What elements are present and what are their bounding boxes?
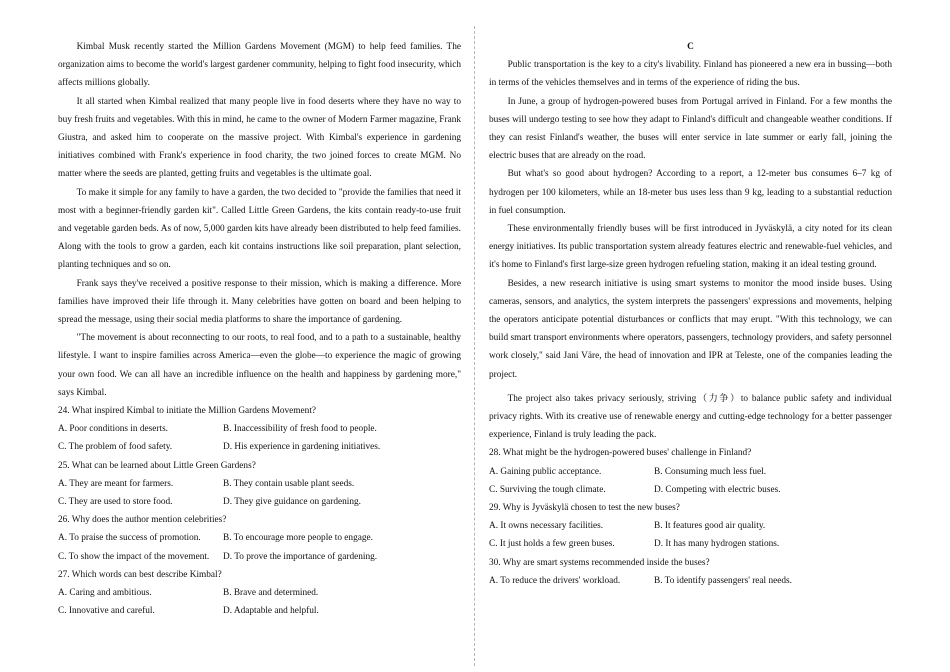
option-d: D. To prove the importance of gardening. xyxy=(223,551,378,562)
option-row xyxy=(58,420,461,438)
option-d: D. Adaptable and helpful. xyxy=(223,606,319,617)
question-30 xyxy=(489,554,892,590)
option-a: A. To reduce the drivers' workload. xyxy=(489,575,621,586)
passage-paragraph: To make it simple for any family to have a garden, the two decided to "provide the families that need it most with a beginner-friendly garden kit". Called Little Green Gardens, the kits contain ready-to-use fruit and vegetable garden beds. As of now, 5,000 garden kits have already been distributed to help feed families. Along with the tools to grow a garden, each kit contains instructions like soil preparation, plant selection, planting techniques and so on. xyxy=(58,187,461,271)
option-c: C. To show the impact of the movement. xyxy=(58,551,210,562)
passage-paragraph: These environmentally friendly buses will be first introduced in Jyväskylä, a city noted for its clean energy initiatives. Its public transportation system already features electric and renewable-fuel vehicles, and it's home to Finland's first large-size green hydrogen refueling station, making it an ideal testing ground. xyxy=(489,224,892,271)
option-row xyxy=(489,535,892,553)
section-heading: C xyxy=(687,42,694,52)
question-25 xyxy=(58,457,461,512)
option-b: B. To encourage more people to engage. xyxy=(223,533,373,544)
passage-paragraph: But what's so good about hydrogen? According to a report, a 12-meter bus consumes 6–7 kg of hydrogen per 100 kilometers, while an 18-meter bus uses less than 9 kg, leading to a substantial reduction in fuel consumption. xyxy=(489,169,892,216)
option-a: A. To praise the success of promotion. xyxy=(58,533,201,544)
option-a: A. Caring and ambitious. xyxy=(58,588,152,599)
option-c: C. It just holds a few green buses. xyxy=(489,539,615,550)
passage-paragraph: Frank says they've received a positive response to their mission, which is making a difference. More families have improved their life through it. Many celebrities have gotten on board and been helping to spread the message, using their social media platforms to share the importance of gardening. xyxy=(58,278,461,326)
option-row xyxy=(58,475,461,493)
option-b: B. To identify passengers' real needs. xyxy=(654,575,792,586)
option-a: A. Gaining public acceptance. xyxy=(489,466,602,477)
left-column xyxy=(58,38,461,621)
question-26 xyxy=(58,511,461,566)
right-column xyxy=(489,38,892,590)
question-29 xyxy=(489,499,892,554)
passage-paragraph: "The movement is about reconnecting to our roots, to real food, and to a path to a sustainable, healthy lifestyle. I want to inspire families across America—even the globe—to experience the magic of growing your own food. We can all have an incredible influence on the health and happiness by gardening more," says Kimbal. xyxy=(58,333,461,398)
question-stem: 30. Why are smart systems recommended inside the buses? xyxy=(489,557,710,568)
passage-paragraph: The project also takes privacy seriously, striving（力争）to balance public safety and individual privacy rights. With its creative use of renewable energy and cutting-edge technology for a better passenger experience, Finland is truly leading the pack. xyxy=(489,393,892,441)
option-row xyxy=(58,493,461,511)
option-b: B. Brave and determined. xyxy=(223,588,319,599)
passage-paragraph: In June, a group of hydrogen-powered buses from Portugal arrived in Finland. For a few months the buses will undergo testing to see how they adapt to Finland's difficult and changeable weather conditions. If they can resist Finland's weather, the buses will enter service in late summer or early fall, joining the electric buses that are already on the road. xyxy=(489,96,892,162)
option-row xyxy=(489,517,892,535)
question-27 xyxy=(58,566,461,621)
option-row xyxy=(58,602,461,620)
option-row xyxy=(489,481,892,499)
option-c: C. The problem of food safety. xyxy=(58,442,173,453)
option-a: A. They are meant for farmers. xyxy=(58,478,174,489)
option-d: D. They give guidance on gardening. xyxy=(223,497,361,508)
option-row xyxy=(489,572,892,590)
option-row xyxy=(58,584,461,602)
option-d: D. Competing with electric buses. xyxy=(654,484,781,495)
question-stem: 28. What might be the hydrogen-powered buses' challenge in Finland? xyxy=(489,448,752,459)
question-stem: 25. What can be learned about Little Green Gardens? xyxy=(58,460,256,471)
option-c: C. Innovative and careful. xyxy=(58,606,155,617)
option-d: D. His experience in gardening initiatives. xyxy=(223,442,381,453)
option-b: B. It features good air quality. xyxy=(654,521,766,532)
option-a: A. Poor conditions in deserts. xyxy=(58,424,169,435)
option-b: B. They contain usable plant seeds. xyxy=(223,478,355,489)
option-c: C. Surviving the tough climate. xyxy=(489,484,606,495)
passage-paragraph: Public transportation is the key to a city's livability. Finland has pioneered a new era in bussing—both in terms of the vehicles themselves and in terms of the experience of riding the bus. xyxy=(489,60,892,89)
question-stem: 24. What inspired Kimbal to initiate the Million Gardens Movement? xyxy=(58,406,317,417)
column-divider xyxy=(474,26,475,666)
question-stem: 27. Which words can best describe Kimbal? xyxy=(58,569,222,580)
question-24 xyxy=(58,402,461,457)
option-row xyxy=(489,463,892,481)
option-b: B. Inaccessibility of fresh food to people. xyxy=(223,424,377,435)
option-c: C. They are used to store food. xyxy=(58,497,173,508)
option-row xyxy=(58,548,461,566)
passage-paragraph: It all started when Kimbal realized that many people live in food deserts where they have no way to buy fresh fruits and vegetables. With this in mind, he came to the owner of Modern Farmer magazine, Frank Giustra, and asked him to cooperate on the massive project. With Kimbal's experience in gardening initiatives combined with Frank's experience in food charity, the two joined forces to create MGM. No matter where the seeds are planted, getting fruits and vegetables is the ultimate goal. xyxy=(58,96,461,180)
option-row xyxy=(58,529,461,547)
question-stem: 26. Why does the author mention celebrities? xyxy=(58,515,227,526)
passage-paragraph: Besides, a new research initiative is using smart systems to monitor the mood inside buses. Using cameras, sensors, and analytics, the system interprets the passengers' expressions and movements, helping the operators anticipate potential disturbances or conflicts that may erupt. "With this technology, we can build smart transport environments where operators, passengers, technology providers, and safety personnel work closely," said Jani Väre, the head of innovation and IPR at Teleste, one of the companies leading the project. xyxy=(489,278,892,380)
question-28 xyxy=(489,444,892,499)
option-d: D. It has many hydrogen stations. xyxy=(654,539,780,550)
passage-paragraph: Kimbal Musk recently started the Million Gardens Movement (MGM) to help feed families. The organization aims to become the world's largest gardener community, helping to fight food insecurity, which affects millions globally. xyxy=(58,42,461,89)
question-stem: 29. Why is Jyväskylä chosen to test the new buses? xyxy=(489,503,680,514)
option-a: A. It owns necessary facilities. xyxy=(489,521,604,532)
option-b: B. Consuming much less fuel. xyxy=(654,466,767,477)
option-row xyxy=(58,438,461,456)
